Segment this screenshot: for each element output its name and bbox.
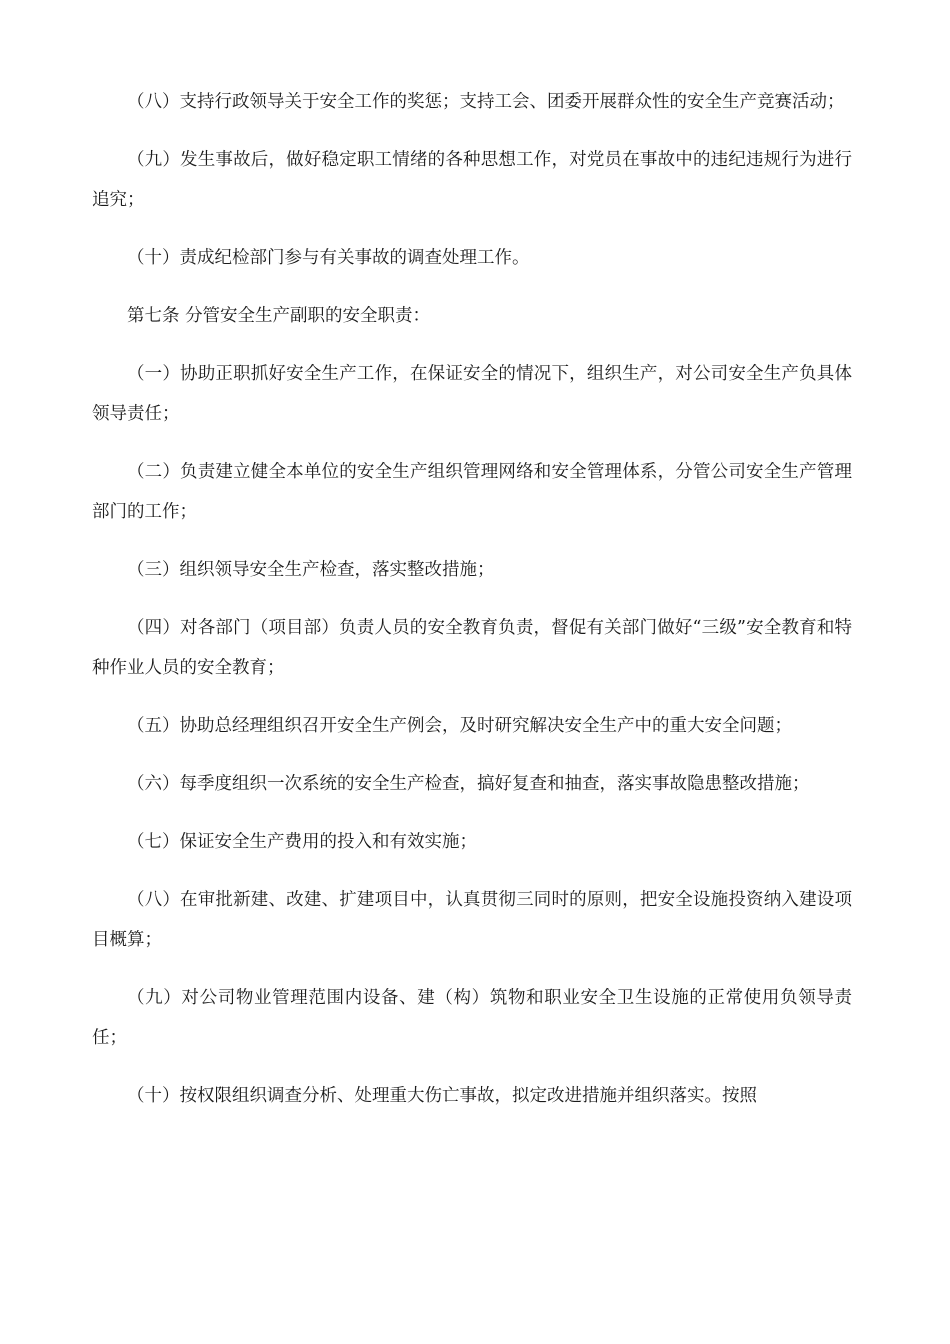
paragraph-1-assist-director: （一）协助正职抓好安全生产工作，在保证安全的情况下，组织生产，对公司安全生产负具体领导责任； <box>92 364 852 424</box>
paragraph-4-safety-education: （四）对各部门（项目部）负责人员的安全教育负责，督促有关部门做好“三级”安全教育和特种作业人员的安全教育； <box>92 618 852 678</box>
paragraph-9-accident-followup: （九）发生事故后，做好稳定职工情绪的各种思想工作，对党员在事故中的违纪违规行为进行追究； <box>92 150 852 210</box>
paragraph-8-project-approval: （八）在审批新建、改建、扩建项目中，认真贯彻三同时的原则，把安全设施投资纳入建设项目概算； <box>92 890 852 950</box>
article-7-heading: 第七条 分管安全生产副职的安全职责： <box>127 306 431 326</box>
paragraph-5-safety-meeting: （五）协助总经理组织召开安全生产例会，及时研究解决安全生产中的重大安全问题； <box>127 716 792 736</box>
paragraph-9-facility-responsibility: （九）对公司物业管理范围内设备、建（构）筑物和职业安全卫生设施的正常使用负领导责任； <box>92 988 852 1048</box>
paragraph-10-accident-investigation: （十）按权限组织调查分析、处理重大伤亡事故，拟定改进措施并组织落实。按照 <box>127 1086 757 1106</box>
paragraph-2-management-system: （二）负责建立健全本单位的安全生产组织管理网络和安全管理体系，分管公司安全生产管理部门的工作； <box>92 462 852 522</box>
paragraph-3-safety-inspection: （三）组织领导安全生产检查，落实整改措施； <box>127 560 495 580</box>
document-body <box>92 82 852 1134</box>
paragraph-10-discipline-inspection: （十）责成纪检部门参与有关事故的调查处理工作。 <box>127 248 530 268</box>
paragraph-7-safety-funding: （七）保证安全生产费用的投入和有效实施； <box>127 832 477 852</box>
paragraph-6-quarterly-inspection: （六）每季度组织一次系统的安全生产检查，搞好复查和抽查，落实事故隐患整改措施； <box>127 774 810 794</box>
paragraph-8-party-support: （八）支持行政领导关于安全工作的奖惩；支持工会、团委开展群众性的安全生产竞赛活动； <box>127 92 845 112</box>
